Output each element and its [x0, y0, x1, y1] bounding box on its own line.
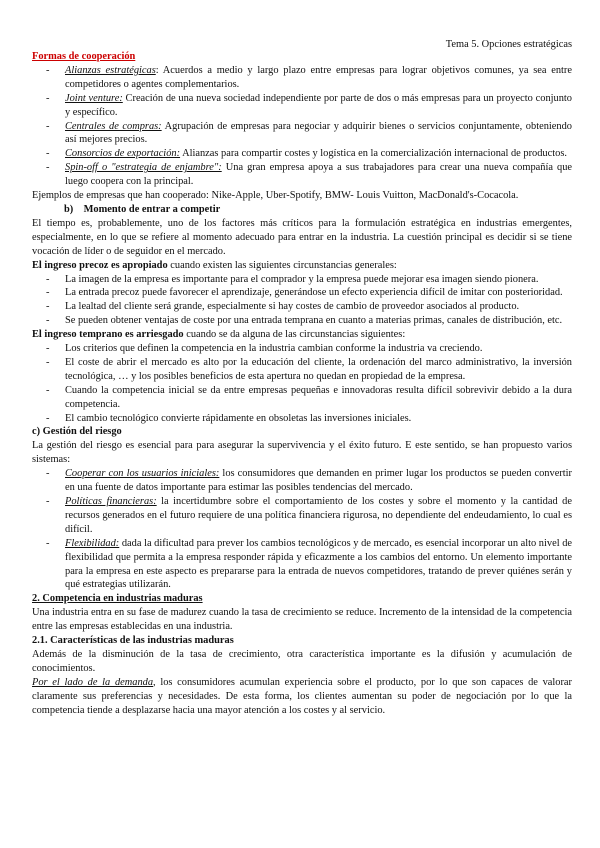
- madura-intro: Una industria entra en su fase de madurez cuando la tasa de crecimiento se reduce. Incremento de la intensidad de la competencia entre las empresas establecidas en una industria.: [32, 607, 572, 633]
- section-heading-riesgo: c) Gestión del riesgo: [32, 426, 122, 438]
- list-item: - El coste de abrir el mercado es alto por la educación del cliente, la ordenación del marco administrativo, la inversión tecnológica, … y los posibles beneficios de esta apertura no quedan en propiedad de la empresa.: [46, 356, 572, 382]
- list-item: - Cuando la competencia inicial se da entre empresas pequeñas e innovadoras resulta difícil sobrevivir debido a la dura competencia.: [46, 384, 572, 410]
- list-item: - Cooperar con los usuarios iniciales: los consumidores que demanden en primer lugar los productos se pueden convertir en una fuente de datos importante para estimar las posibles tendencias del mercado.: [46, 468, 572, 494]
- page-header: Tema 5. Opciones estratégicas: [445, 39, 572, 50]
- list-item: - Se pueden obtener ventajas de coste por una entrada temprana en cuanto a materias primas, canales de distribución, etc.: [46, 315, 563, 327]
- list-item: - Joint venture: Creación de una nueva sociedad independiente por parte de dos o más empresas para un proyecto conjunto y específico.: [46, 92, 572, 118]
- list-item: - Políticas financieras: la incertidumbre sobre el comportamiento de los costes y sobre el momento y la cantidad de recursos generados en el futuro requiere de una política financiera rigurosa, no dependiente del endeudamiento, lo cual es difícil.: [46, 496, 572, 535]
- precoz-list: [32, 273, 572, 329]
- temprano-list: [32, 342, 572, 425]
- sub-heading-caracteristicas: 2.1. Características de las industrias maduras: [32, 635, 234, 647]
- list-item: - Flexibilidad: dada la dificultad para prever los cambios tecnológicos y de mercado, es esencial incorporar un alto nivel de flexibilidad que permita a la empresa responder rápida y eficazmente a los cambios del entorno. Un elemento importante para la empresa en este aspecto es prepararse para la entrada de nuevos competidores, tratando de prever quiénes serán y qué estrategias utilizarán.: [46, 537, 572, 591]
- list-item: - Spin-off o "estrategia de enjambre": Una gran empresa apoya a sus trabajadores para crear una nueva compañía que luego coopera con la principal.: [46, 162, 572, 188]
- section-heading-madura: 2. Competencia en industrias maduras: [32, 593, 203, 605]
- list-item: - El cambio tecnológico convierte rápidamente en obsoletas las inversiones iniciales.: [46, 412, 412, 424]
- formas-list: [32, 64, 572, 189]
- precoz-lead: El ingreso precoz es apropiado cuando existen las siguientes circunstancias generales:: [32, 259, 397, 271]
- caracteristicas-intro: Además de la disminución de la tasa de crecimiento, otra característica importante es la difusión y acumulación de conocimientos.: [32, 648, 572, 674]
- momento-intro: El tiempo es, probablemente, uno de los factores más críticos para la formulación estratégica en industrias emergentes, especialmente, en lo que se refiere al momento adecuado para entrar en la industria. La cuestión principal es decidir si se tiene vocación de líder o de seguidor en el mercado.: [32, 217, 572, 257]
- section-heading-momento: b) Momento de entrar a competir: [64, 203, 221, 215]
- examples-paragraph: Ejemplos de empresas que han cooperado: Nike-Apple, Uber-Spotify, BMW- Louis Vuitton, MacDonald's-Cocacola.: [32, 190, 519, 202]
- riesgo-intro: La gestión del riesgo es esencial para para asegurar la supervivencia y el éxito futuro. E este sentido, se han propuesto varios sistemas:: [32, 440, 572, 466]
- list-item: - La lealtad del cliente será grande, especialmente si hay costes de cambio de proveedor asociados al producto.: [46, 301, 520, 313]
- document-body: [32, 38, 572, 718]
- demanda-paragraph: Por el lado de la demanda, los consumidores acumulan experiencia sobre el producto, por lo que son capaces de valorar claramente sus preferencias y necesidades. De esta forma, los clientes aumentan su poder de negociación por lo que la competencia tiende a desplazarse hacia una mayor atención a los costes y al servicio.: [32, 676, 572, 716]
- list-item: - La entrada precoz puede favorecer el aprendizaje, generándose un efecto experiencia difícil de imitar con posterioridad.: [46, 287, 563, 299]
- list-item: - Consorcios de exportación: Alianzas para compartir costes y logística en la comercialización internacional de productos.: [46, 148, 567, 160]
- list-item: - Los criterios que definen la competencia en la industria cambian conforme la industria va creciendo.: [46, 343, 483, 355]
- list-item: - La imagen de la empresa es importante para el comprador y la empresa puede mejorar esa imagen siendo pionera.: [46, 273, 539, 285]
- list-item: - Alianzas estratégicas: Acuerdos a medio y largo plazo entre empresas para lograr objetivos comunes, ya sea entre competidores o agentes complementarios.: [46, 64, 572, 90]
- list-item: - Centrales de compras: Agrupación de empresas para negociar y adquirir bienes o servicios conjuntamente, obteniendo así mejores precios.: [46, 120, 572, 146]
- section-title-formas: Formas de cooperación: [32, 51, 136, 62]
- riesgo-list: [32, 467, 572, 592]
- temprano-lead: El ingreso temprano es arriesgado cuando se da alguna de las circunstancias siguientes:: [32, 329, 406, 341]
